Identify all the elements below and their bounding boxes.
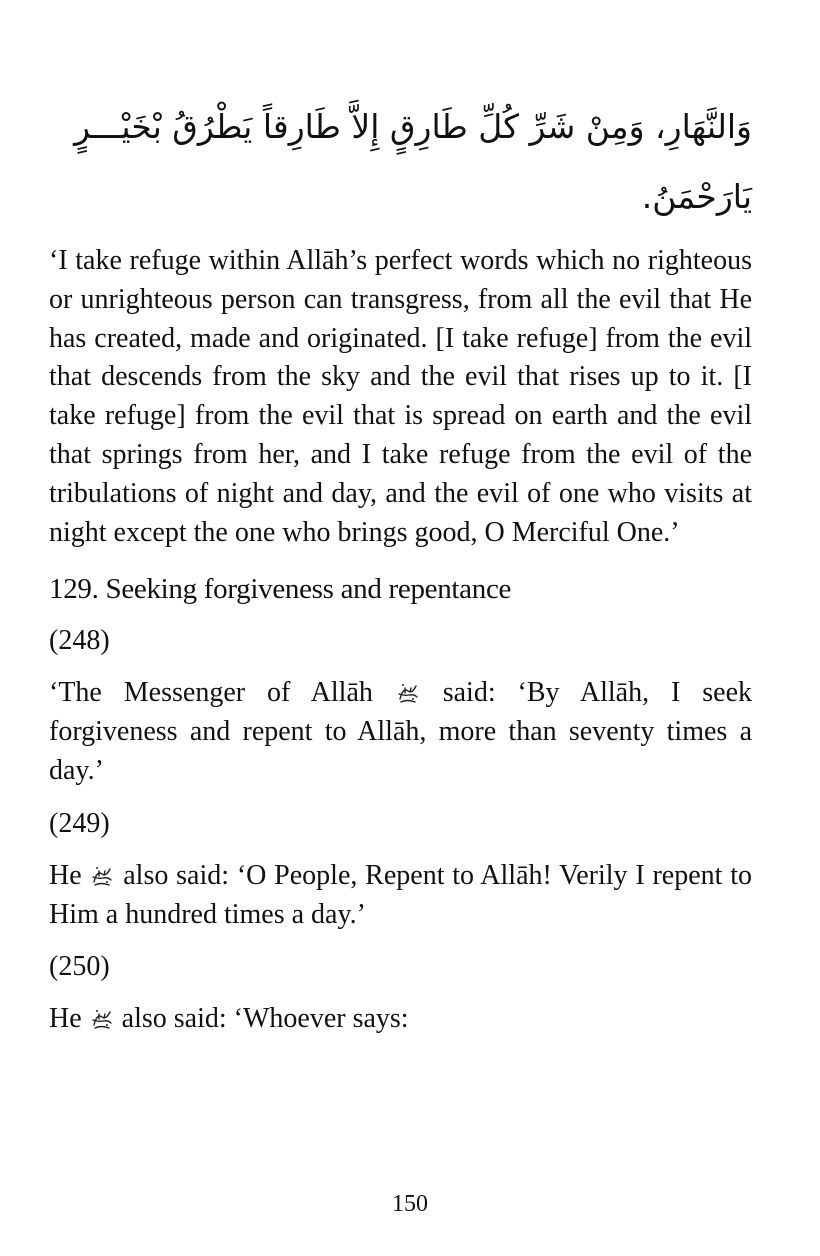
hadith-text-250-before: He: [49, 1003, 82, 1035]
arabic-line-1: وَالنَّهَارِ، وَمِنْ شَرِّ كُلِّ طَارِقٍ إِلاَّ طَارِقاً يَطْرُقُ بْخَيْـــرٍ: [74, 107, 752, 146]
hadith-text-249-before: He: [49, 859, 82, 891]
hadith-text-249: [49, 857, 752, 935]
salawat-glyph-icon: [91, 1008, 113, 1030]
hadith-text-248-after: said: ‘By Allāh, I seek forgiveness and repent to Allāh, more than seventy times a day.’: [49, 677, 753, 786]
hadith-ref-248: (248): [49, 625, 110, 657]
page-content: [49, 92, 752, 1039]
section-heading: 129. Seeking forgiveness and repentance: [49, 573, 512, 606]
salawat-glyph-icon: [91, 865, 113, 887]
hadith-text-248: [49, 674, 752, 790]
hadith-text-248-before: ‘The Messenger of Allāh: [49, 677, 373, 709]
hadith-ref-249: (249): [49, 807, 110, 839]
hadith-text-249-after: also said: ‘O People, Repent to Allāh! Verily I repent to Him a hundred times a day.’: [49, 859, 752, 930]
page-number: 150: [392, 1191, 428, 1217]
hadith-text-250-after: also said: ‘Whoever says:: [121, 1003, 409, 1035]
translation-paragraph: ‘I take refuge within Allāh’s perfect words which no righteous or unrighteous person can transgress, from all the evil that He has created, made and originated. [I take refuge] from the evil that descends from the sky and the evil that rises up to it. [I take refuge] from the evil that is spread on earth and the evil that springs from her, and I take refuge from the evil of the tribulations of night and day, and the evil of one who visits at night except the one who brings good, O Merciful One.’: [49, 245, 752, 548]
hadith-ref-250: (250): [49, 951, 110, 983]
salawat-glyph-icon: [397, 682, 419, 704]
arabic-supplication: [49, 92, 752, 232]
arabic-line-2: يَارَحْمَنُ.: [641, 177, 752, 216]
hadith-text-250: [49, 1000, 752, 1039]
